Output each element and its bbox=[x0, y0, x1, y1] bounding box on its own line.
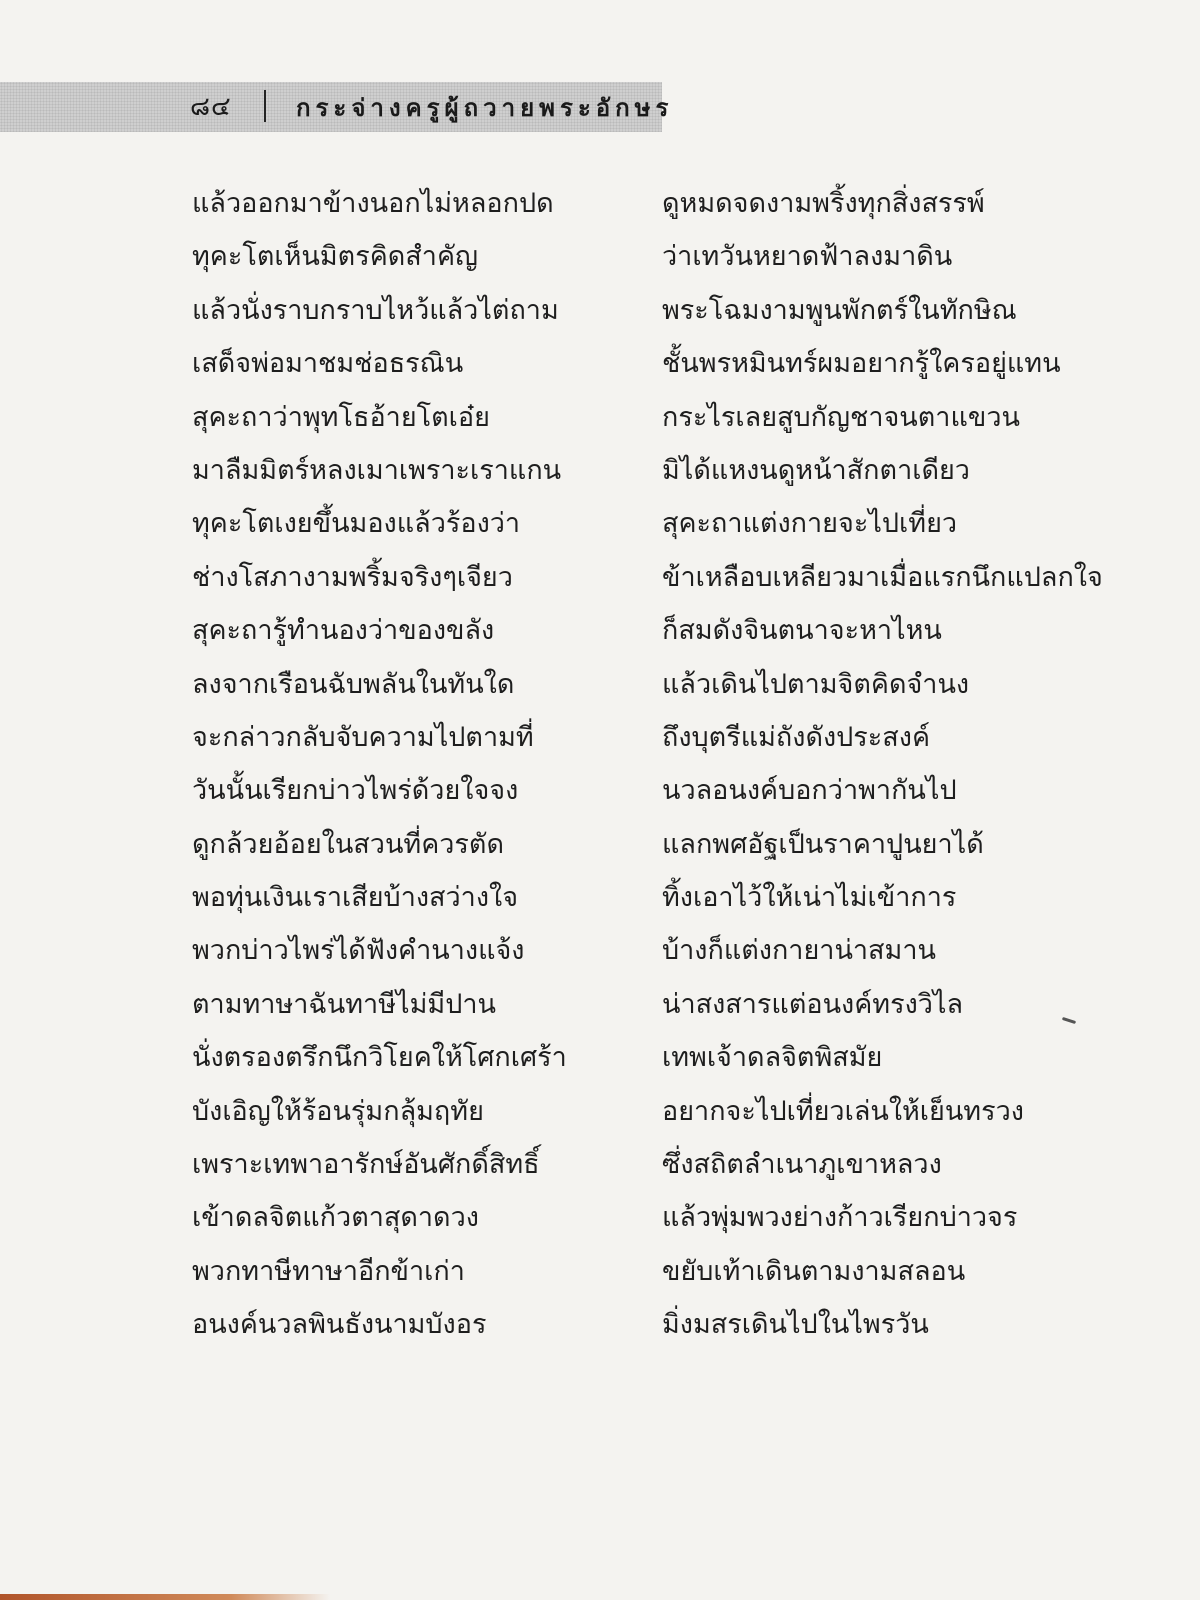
verse-line: ทุคะโตเงยขึ้นมองแล้วร้องว่า bbox=[192, 508, 521, 540]
verse-line: แล้วออกมาข้างนอกไม่หลอกปด bbox=[192, 188, 554, 219]
verse-line: ช่างโสภางามพริ้มจริงๆเจียว bbox=[192, 561, 513, 593]
verse-line: แล้วเดินไปตามจิตคิดจำนง bbox=[662, 668, 970, 700]
verse-line: ขยับเท้าเดินตามงามสลอน bbox=[662, 1255, 966, 1287]
verse-line: ซึ่งสถิตลำเนาภูเขาหลวง bbox=[662, 1149, 942, 1181]
verse-line: สุคะถาว่าพุทโธอ้ายโตเอ๋ย bbox=[192, 401, 490, 433]
verse-line: มิ่งมสรเดินไปในไพรวัน bbox=[662, 1309, 929, 1341]
verse-line: เทพเจ้าดลจิตพิสมัย bbox=[662, 1042, 883, 1074]
verse-line: ทิ้งเอาไว้ให้เน่าไม่เข้าการ bbox=[662, 882, 957, 914]
verse-line: นวลอนงค์บอกว่าพากันไป bbox=[662, 775, 957, 807]
verse-line: วันนั้นเรียกบ่าวไพร่ด้วยใจจง bbox=[192, 775, 519, 807]
verse-line: สุคะถารู้ทำนองว่าของขลัง bbox=[192, 615, 495, 647]
verse-line: แล้วนั่งราบกราบไหว้แล้วไต่ถาม bbox=[192, 294, 559, 326]
verse-line: ดูหมดจดงามพริ้งทุกสิ่งสรรพ์ bbox=[662, 188, 985, 219]
verse-line: เสด็จพ่อมาชมช่อธรณิน bbox=[192, 348, 464, 380]
header-divider bbox=[264, 90, 266, 122]
verse-line: ข้าเหลือบเหลียวมาเมื่อแรกนึกแปลกใจ bbox=[662, 561, 1103, 593]
verse-line: ก็สมดังจินตนาจะหาไหน bbox=[662, 615, 942, 647]
verse-line: พอทุ่นเงินเราเสียบ้างสว่างใจ bbox=[192, 882, 519, 914]
verse-line: จะกล่าวกลับจับความไปตามที่ bbox=[192, 721, 534, 753]
verse-line: แลกพศอัฐเป็นราคาปูนยาได้ bbox=[662, 828, 984, 860]
verse-line: ดูกล้วยอ้อยในสวนที่ควรตัด bbox=[192, 828, 504, 860]
verse-line: อนงค์นวลพินธังนามบังอร bbox=[192, 1309, 487, 1341]
verse-column-right bbox=[662, 186, 1102, 1361]
verse-line: พวกทาษีทาษาอีกข้าเก่า bbox=[192, 1255, 465, 1287]
verse-column-left bbox=[192, 186, 632, 1361]
verse-line: นั่งตรองตรึกนึกวิโยคให้โศกเศร้า bbox=[192, 1042, 567, 1074]
verse-line: มิได้แหงนดูหน้าสักตาเดียว bbox=[662, 454, 970, 486]
verse-line: พวกบ่าวไพร่ได้ฟังคำนางแจ้ง bbox=[192, 935, 525, 967]
verse-line: บ้างก็แต่งกายาน่าสมาน bbox=[662, 935, 936, 967]
verse-line: ลงจากเรือนฉับพลันในทันใด bbox=[192, 668, 515, 700]
verse-line: บังเอิญให้ร้อนรุ่มกลุ้มฤทัย bbox=[192, 1095, 484, 1127]
verse-line: ถึงบุตรีแม่ถังดังประสงค์ bbox=[662, 721, 931, 753]
verse-line: เพราะเทพาอารักษ์อันศักดิ์สิทธิ์ bbox=[192, 1149, 540, 1181]
verse-line: น่าสงสารแต่อนงค์ทรงวิไล bbox=[662, 988, 964, 1020]
book-title: กระจ่างครูผู้ถวายพระอักษร bbox=[296, 94, 674, 122]
verse-line: เข้าดลจิตแก้วตาสุดาดวง bbox=[192, 1202, 479, 1234]
verse-line: ตามทาษาฉันทาษีไม่มีปาน bbox=[192, 988, 496, 1020]
verse-line: กระไรเลยสูบกัญชาจนตาแขวน bbox=[662, 401, 1020, 433]
verse-line: พระโฉมงามพูนพักตร์ในทักษิณ bbox=[662, 294, 1017, 326]
verse-line: ว่าเทวันหยาดฟ้าลงมาดิน bbox=[662, 241, 953, 273]
page-number: ๘๔ bbox=[190, 92, 232, 122]
verse-line: มาลืมมิตร์หลงเมาเพราะเราแกน bbox=[192, 454, 562, 486]
verse-line: อยากจะไปเที่ยวเล่นให้เย็นทรวง bbox=[662, 1095, 1024, 1127]
verse-line: ชั้นพรหมินทร์ผมอยากรู้ใครอยู่แทน bbox=[662, 348, 1061, 380]
page-bottom-edge bbox=[0, 1594, 330, 1600]
verse-line: สุคะถาแต่งกายจะไปเที่ยว bbox=[662, 508, 958, 540]
verse-line: แล้วพุ่มพวงย่างก้าวเรียกบ่าวจร bbox=[662, 1202, 1018, 1234]
verse-line: ทุคะโตเห็นมิตรคิดสำคัญ bbox=[192, 241, 479, 273]
